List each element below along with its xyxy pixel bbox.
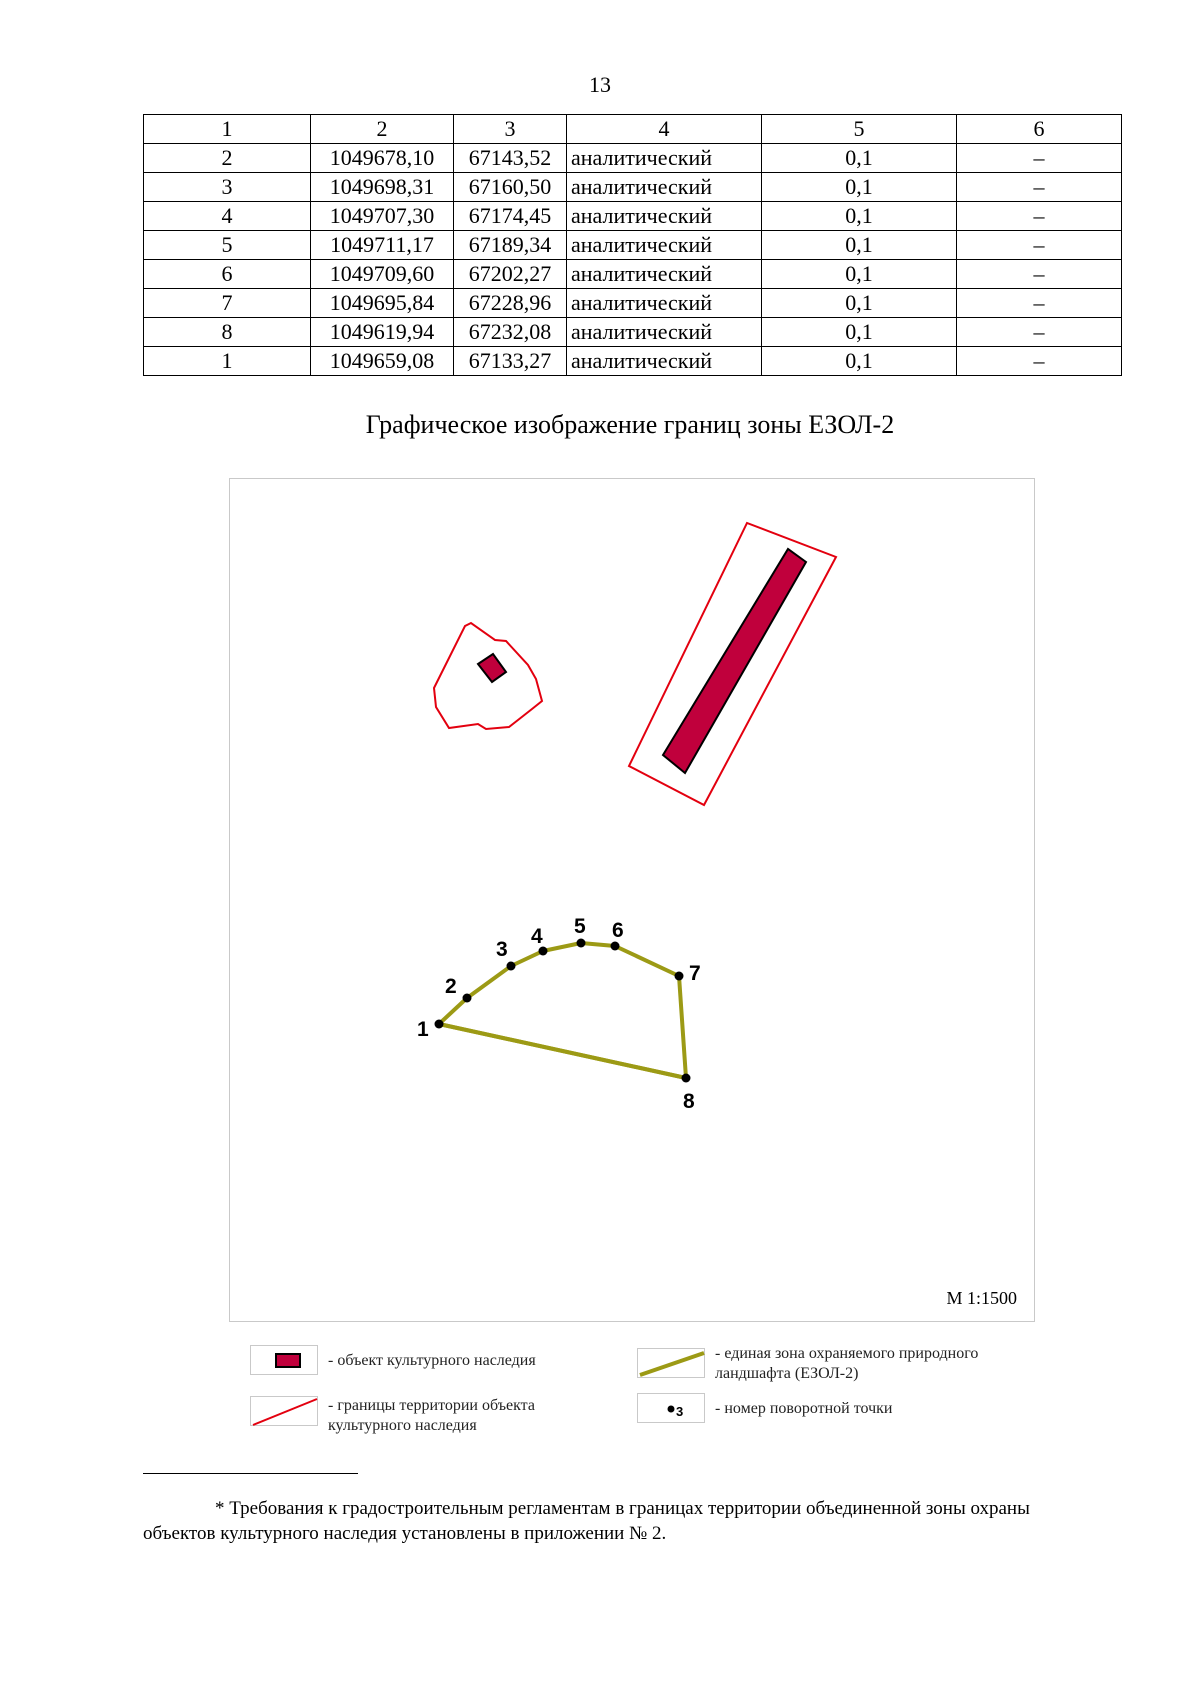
- table-cell: 67228,96: [454, 289, 567, 318]
- table-cell: 1049659,08: [311, 347, 454, 376]
- table-row: [144, 318, 1122, 347]
- table-cell: аналитический: [567, 231, 762, 260]
- zone-ezol-2: [439, 943, 686, 1078]
- turning-point-label: 1: [417, 1018, 429, 1041]
- table-cell: 67174,45: [454, 202, 567, 231]
- turning-point-marker: [577, 939, 586, 948]
- table-cell: 67160,50: [454, 173, 567, 202]
- table-cell: 1: [144, 347, 311, 376]
- turning-point-label: 5: [574, 915, 586, 938]
- svg-text:3: 3: [676, 1404, 684, 1419]
- legend-territory-border: [250, 1396, 578, 1436]
- turning-point-marker: [675, 972, 684, 981]
- table-row: [144, 260, 1122, 289]
- table-cell: аналитический: [567, 202, 762, 231]
- table-cell: 67133,27: [454, 347, 567, 376]
- footnote-line-1: * Требования к градостроительным регламентам в границах территории объединенной зоны охраны: [215, 1498, 1030, 1519]
- boundary-map: [230, 479, 1036, 1323]
- table-cell: 4: [144, 202, 311, 231]
- turning-point-marker: [435, 1020, 444, 1029]
- turning-point-marker: [463, 994, 472, 1003]
- table-cell: 67232,08: [454, 318, 567, 347]
- table-cell: 7: [144, 289, 311, 318]
- coordinates-table: [143, 114, 1122, 376]
- turning-point-label: 6: [612, 919, 624, 942]
- legend-heritage-swatch: [250, 1345, 318, 1375]
- legend-zone-swatch: [637, 1348, 705, 1378]
- table-cell: 2: [311, 115, 454, 144]
- table-cell: 1049709,60: [311, 260, 454, 289]
- table-cell: 0,1: [762, 289, 957, 318]
- table-cell: 1049678,10: [311, 144, 454, 173]
- table-cell: аналитический: [567, 289, 762, 318]
- legend-point-swatch: [637, 1393, 705, 1423]
- page-number: 13: [589, 72, 611, 97]
- turning-points: [417, 915, 701, 1113]
- table-cell: –: [957, 231, 1122, 260]
- table-cell: 5: [762, 115, 957, 144]
- table-cell: 67143,52: [454, 144, 567, 173]
- turning-point-label: 4: [531, 925, 543, 948]
- table-cell: 1: [144, 115, 311, 144]
- heritage-object-small: [478, 654, 506, 682]
- legend-zone-label: - единая зона охраняемого природного ландшафта (ЕЗОЛ-2): [715, 1345, 979, 1382]
- table-row: [144, 173, 1122, 202]
- table-cell: 6: [957, 115, 1122, 144]
- table-cell: –: [957, 173, 1122, 202]
- footnote-line-2: объектов культурного наследия установлены в приложении № 2.: [143, 1523, 667, 1544]
- table-cell: 1049707,30: [311, 202, 454, 231]
- table-cell: –: [957, 318, 1122, 347]
- table-cell: 0,1: [762, 144, 957, 173]
- table-cell: 0,1: [762, 202, 957, 231]
- table-cell: 0,1: [762, 260, 957, 289]
- table-cell: 1049711,17: [311, 231, 454, 260]
- table-cell: аналитический: [567, 347, 762, 376]
- map-frame: [229, 478, 1035, 1322]
- legend-territory-label: - границы территории объекта культурного наследия: [328, 1397, 535, 1434]
- table-cell: 67202,27: [454, 260, 567, 289]
- table-row: [144, 144, 1122, 173]
- table-row: [144, 231, 1122, 260]
- table-cell: –: [957, 144, 1122, 173]
- turning-point-label: 7: [689, 962, 701, 985]
- table-cell: 0,1: [762, 173, 957, 202]
- table-cell: 0,1: [762, 347, 957, 376]
- turning-point-label: 3: [496, 938, 508, 961]
- table-cell: 8: [144, 318, 311, 347]
- table-cell: –: [957, 347, 1122, 376]
- turning-point-marker: [507, 962, 516, 971]
- table-cell: 1049695,84: [311, 289, 454, 318]
- table-cell: аналитический: [567, 260, 762, 289]
- table-row: [144, 289, 1122, 318]
- footnote-separator: [143, 1473, 358, 1474]
- table-cell: 1049619,94: [311, 318, 454, 347]
- turning-point-label: 2: [445, 975, 457, 998]
- table-cell: –: [957, 289, 1122, 318]
- footnote: [143, 1496, 1121, 1546]
- legend-heritage-label: - объект культурного наследия: [328, 1352, 536, 1369]
- table-cell: –: [957, 260, 1122, 289]
- table-cell: 4: [567, 115, 762, 144]
- table-header-row: [144, 115, 1122, 144]
- map-scale: М 1:1500: [946, 1288, 1017, 1308]
- table-cell: 3: [144, 173, 311, 202]
- table-row: [144, 202, 1122, 231]
- zone-edge-8-1: [439, 1024, 686, 1078]
- table-cell: аналитический: [567, 173, 762, 202]
- legend-point-number: [637, 1393, 892, 1423]
- legend-point-label: - номер поворотной точки: [715, 1400, 893, 1417]
- table-cell: аналитический: [567, 144, 762, 173]
- table-cell: 5: [144, 231, 311, 260]
- turning-point-label: 8: [683, 1090, 695, 1113]
- table-cell: 6: [144, 260, 311, 289]
- turning-point-marker: [682, 1074, 691, 1083]
- table-row: [144, 347, 1122, 376]
- legend-heritage-object: [250, 1345, 536, 1375]
- table-cell: 0,1: [762, 231, 957, 260]
- table-cell: 2: [144, 144, 311, 173]
- legend-zone: [637, 1344, 1025, 1384]
- table-cell: –: [957, 202, 1122, 231]
- table-cell: 1049698,31: [311, 173, 454, 202]
- table-cell: 3: [454, 115, 567, 144]
- table-cell: аналитический: [567, 318, 762, 347]
- table-cell: 67189,34: [454, 231, 567, 260]
- figure-title: Графическое изображение границ зоны ЕЗОЛ-2: [365, 410, 895, 439]
- table-cell: 0,1: [762, 318, 957, 347]
- legend-territory-swatch: [250, 1396, 318, 1426]
- turning-point-marker: [611, 942, 620, 951]
- heritage-object-large: [663, 549, 806, 773]
